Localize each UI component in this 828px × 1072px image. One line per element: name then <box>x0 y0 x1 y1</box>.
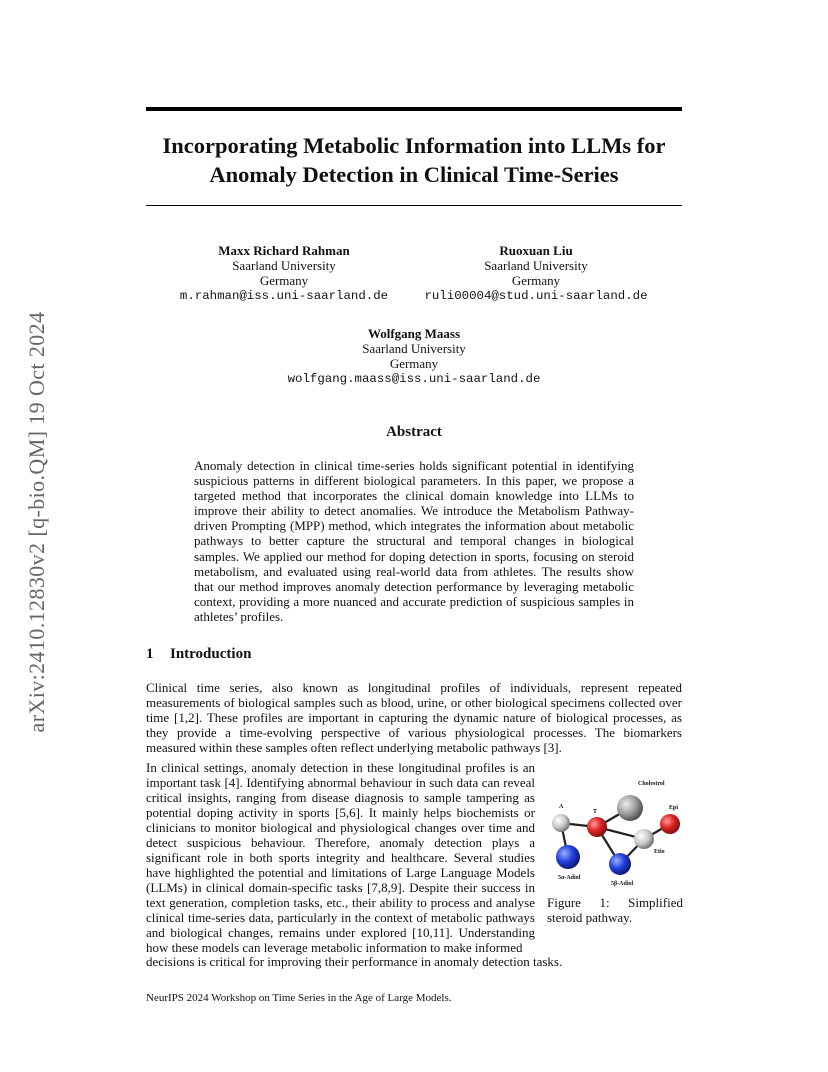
cholesterol-node <box>617 795 643 821</box>
intro-paragraph-2: In clinical settings, anomaly detection in these longitudinal profiles is an important task [4]. Identifying abnormal behaviour in such data can reveal critical insights, ranging from disease diagnosis to sample tampering as potential doping activity in sports [5,6]. It mainly helps biochemists or clinicians to monitor biological and physiological changes over time and detect suspicious behaviour. Therefore, anomaly detection plays a significant role in both sports integrity and healthcare. Several studies have highlighted the potential and limitations of Large Language Models (LLMs) in clinical domain-specific tasks [7,8,9]. Despite their success in text generation, completion tasks, etc., their ability to process and analyse clinical time-series data, particularly in the context of metabolic pathways and biological changes, remains under explored [10,11]. Understanding how these models can leverage metabolic information to make informed <box>146 760 535 955</box>
section-heading <box>146 646 251 663</box>
steroid-pathway-figure <box>548 775 686 891</box>
title-top-rule <box>146 107 682 111</box>
a-node <box>552 814 570 832</box>
caption-line-2: steroid pathway. <box>547 910 633 925</box>
etio-node <box>634 829 654 849</box>
label-beta-adiol: 5β-Adiol <box>611 881 634 887</box>
section-number: 1 <box>146 646 154 662</box>
figure-1-caption <box>547 895 683 925</box>
alpha-adiol-node <box>556 845 580 869</box>
abstract-text: Anomaly detection in clinical time-series holds significant potential in identifying suspicious patterns in different biological parameters. In this paper, we propose a targeted method that incorporates the clinical domain knowledge into LLMs to improve their ability to detect anomalies. We introduce the Metabolism Pathway-driven Prompting (MPP) method, which integrates the information about metabolic pathways to better capture the structural and temporal changes in biological samples. We applied our method for doping detection in sports, focusing on steroid metabolism, and evaluated using real-world data from athletes. The results show that our method improves anomaly detection performance by leveraging metabolic context, providing a more nuanced and accurate prediction of suspicious samples in athletes’ profiles. <box>194 458 634 624</box>
author-block-1 <box>172 243 396 304</box>
arxiv-sidebar <box>22 262 52 782</box>
label-alpha-adiol: 5α-Adiol <box>558 875 581 881</box>
epi-node <box>660 814 680 834</box>
author-affiliation: Saarland University <box>362 341 466 356</box>
author-email[interactable]: wolfgang.maass@iss.uni-saarland.de <box>287 372 541 386</box>
beta-adiol-node <box>609 853 631 875</box>
author-email[interactable]: ruli00004@stud.uni-saarland.de <box>424 289 648 303</box>
author-country: Germany <box>259 273 309 288</box>
label-epi: Epi <box>669 805 679 811</box>
author-email[interactable]: m.rahman@iss.uni-saarland.de <box>179 289 389 303</box>
author-name: Maxx Richard Rahman <box>218 243 350 258</box>
label-a: A <box>559 804 564 810</box>
title-line-2: Anomaly Detection in Clinical Time-Series <box>209 162 619 187</box>
author-name: Ruoxuan Liu <box>499 243 573 258</box>
label-cholesterol: Cholestrol <box>638 781 665 787</box>
label-t: T <box>593 809 598 815</box>
author-country: Germany <box>389 356 439 371</box>
label-etio: Etio <box>654 849 665 855</box>
t-node <box>587 817 607 837</box>
author-affiliation: Saarland University <box>484 258 588 273</box>
author-block-2 <box>416 243 656 304</box>
author-block-3 <box>274 326 554 387</box>
pathway-nodes <box>552 795 680 875</box>
author-affiliation: Saarland University <box>232 258 336 273</box>
author-country: Germany <box>511 273 561 288</box>
caption-line-1: Figure 1: Simplified <box>547 895 683 910</box>
footer-venue: NeurIPS 2024 Workshop on Time Series in the Age of Large Models. <box>146 992 452 1004</box>
intro-paragraph-2-tail: decisions is critical for improving their performance in anomaly detection tasks. <box>146 954 563 969</box>
section-title: Introduction <box>170 646 252 662</box>
abstract-heading: Abstract <box>386 424 442 440</box>
intro-paragraph-1: Clinical time series, also known as longitudinal profiles of individuals, represent repeated measurements of biological samples such as blood, urine, or other biological specimens collected over time [1,2]. These profiles are important in capturing the dynamic nature of biological processes, as they provide a time-evolving perspective of various physiological processes. The biomarkers measured within these samples often reflect underlying metabolic pathways [3]. <box>146 680 682 755</box>
paper-title <box>146 131 682 189</box>
author-name: Wolfgang Maass <box>367 326 461 341</box>
arxiv-identifier: arXiv:2410.12830v2 [q-bio.QM] 19 Oct 2024 <box>24 311 49 733</box>
title-bottom-rule <box>146 205 682 206</box>
title-line-1: Incorporating Metabolic Information into LLMs for <box>162 133 666 158</box>
